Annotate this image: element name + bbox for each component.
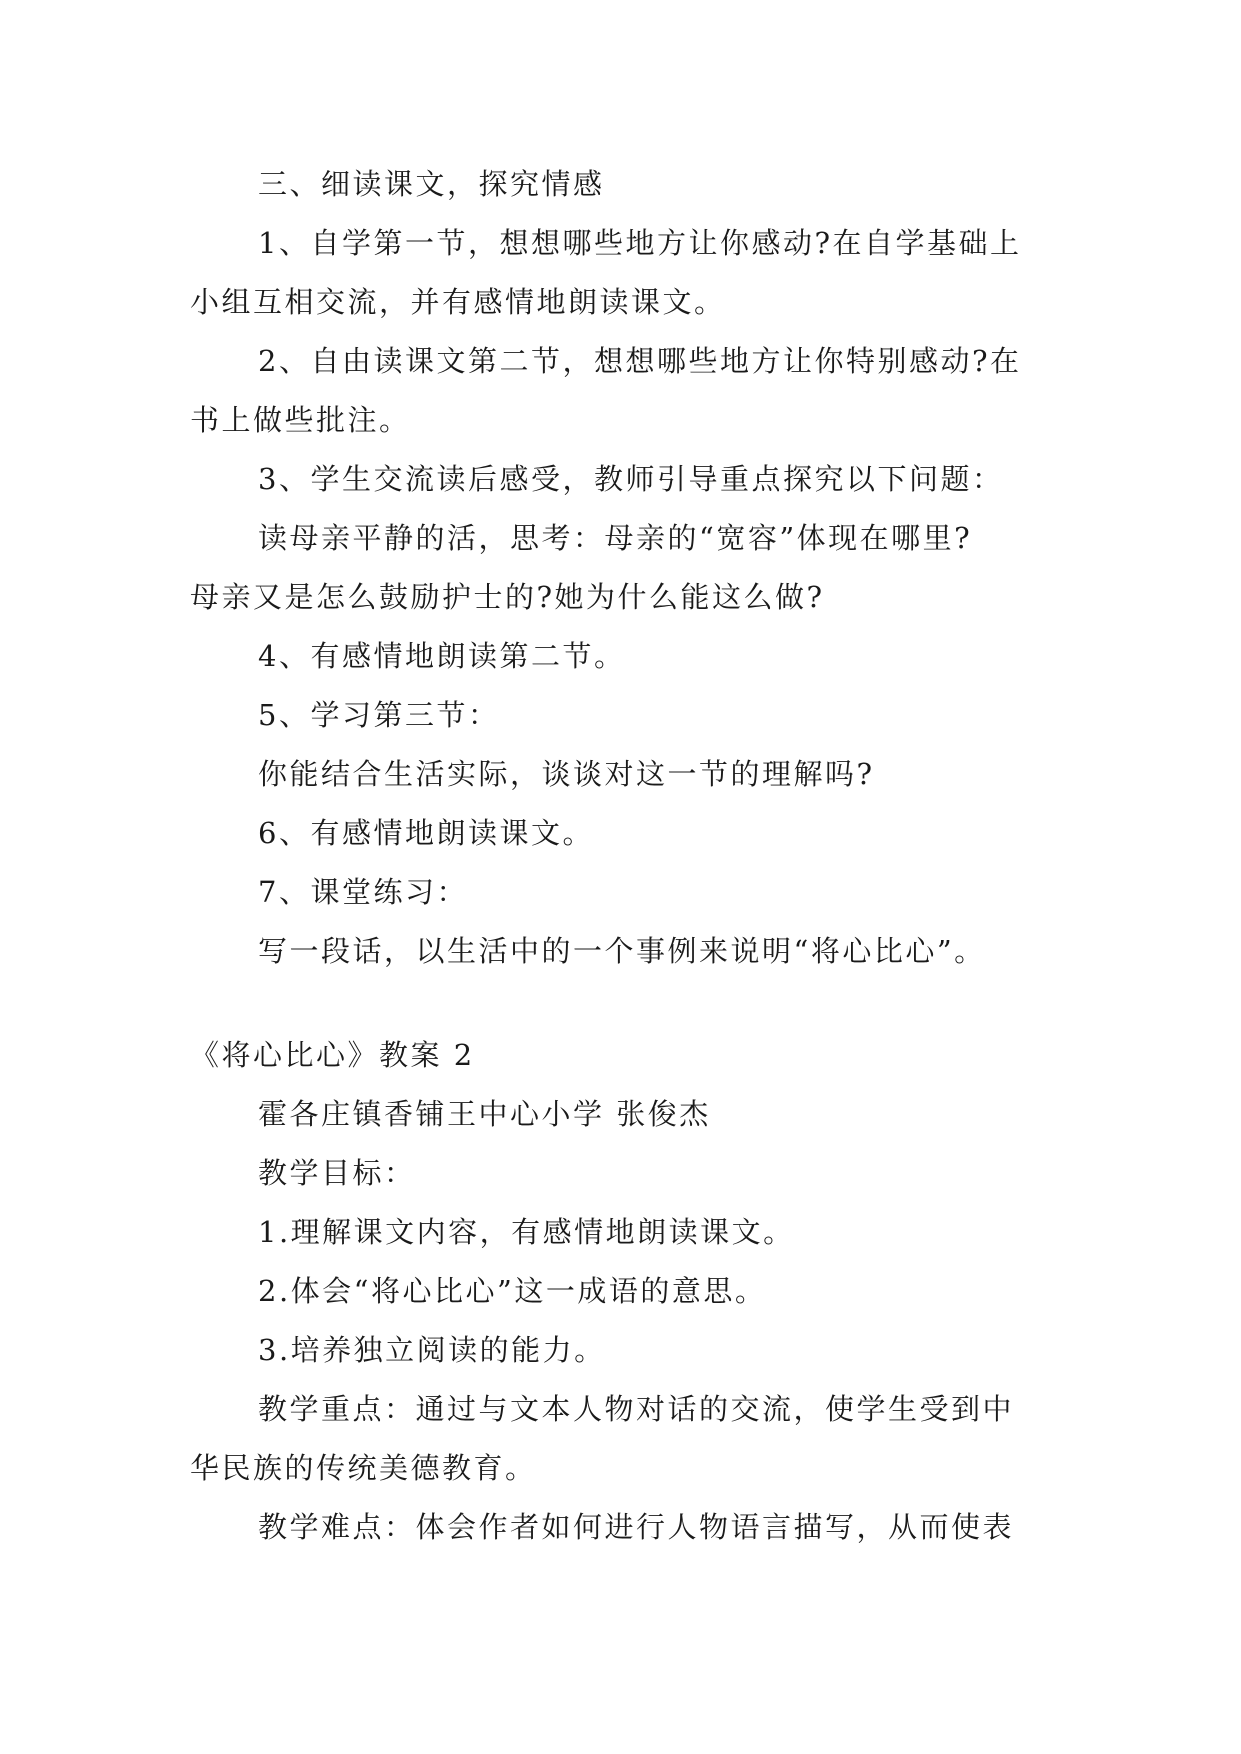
paragraph-line: 7、课堂练习：: [258, 875, 468, 909]
paragraph-line: 书上做些批注。: [190, 403, 411, 437]
teaching-goals-heading: 教学目标：: [258, 1156, 416, 1190]
paragraph-line: 4、有感情地朗读第二节。: [258, 639, 626, 673]
paragraph-line: 1、自学第一节，想想哪些地方让你感动?在自学基础上: [258, 226, 1022, 260]
section-heading-close-reading: 三、细读课文，探究情感: [258, 167, 605, 201]
teaching-focus-line: 华民族的传统美德教育。: [190, 1451, 537, 1485]
paragraph-line: 6、有感情地朗读课文。: [258, 816, 594, 850]
paragraph-line: 读母亲平静的活，思考：母亲的“宽容”体现在哪里?: [258, 521, 973, 555]
paragraph-line: 小组互相交流，并有感情地朗读课文。: [190, 285, 726, 319]
paragraph-line: 写一段话，以生活中的一个事例来说明“将心比心”。: [258, 934, 986, 968]
lesson-plan-title: 《将心比心》教案 2: [190, 1038, 475, 1072]
paragraph-line: 你能结合生活实际，谈谈对这一节的理解吗?: [258, 757, 875, 791]
goal-item: 3.培养独立阅读的能力。: [258, 1333, 606, 1367]
author-line: 霍各庄镇香铺王中心小学 张俊杰: [258, 1097, 711, 1131]
goal-item: 1.理解课文内容，有感情地朗读课文。: [258, 1215, 795, 1249]
goal-item: 2.体会“将心比心”这一成语的意思。: [258, 1274, 767, 1308]
teaching-difficulty-line: 教学难点：体会作者如何进行人物语言描写，从而使表: [258, 1510, 1015, 1544]
paragraph-line: 2、自由读课文第二节，想想哪些地方让你特别感动?在: [258, 344, 1022, 378]
teaching-focus-line: 教学重点：通过与文本人物对话的交流，使学生受到中: [258, 1392, 1015, 1426]
paragraph-line: 3、学生交流读后感受，教师引导重点探究以下问题：: [258, 462, 1004, 496]
paragraph-line: 母亲又是怎么鼓励护士的?她为什么能这么做?: [190, 580, 825, 614]
paragraph-line: 5、学习第三节：: [258, 698, 500, 732]
